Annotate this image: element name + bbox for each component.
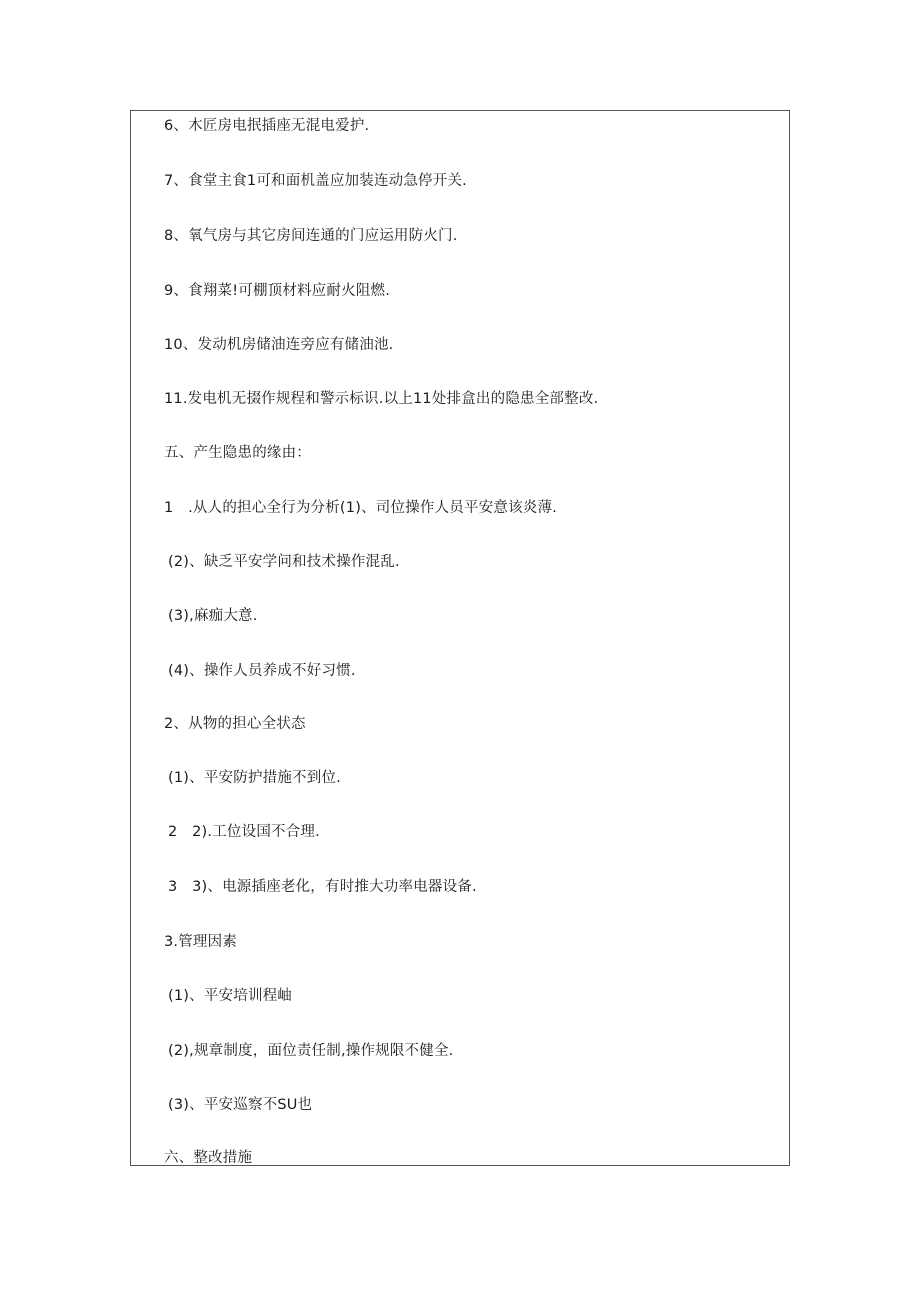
section-heading-rectification: 六、整改措施 [164, 1150, 253, 1166]
hazard-item-10: 10、发动机房储油连旁应有储油池. [164, 337, 394, 353]
cause-management-heading: 3.管理因素 [164, 934, 238, 950]
cause-management-item-2: (2),规章制度，面位责任制,操作规限不健全. [168, 1043, 454, 1059]
section-heading-causes: 五、产生隐患的缘由： [164, 445, 311, 461]
cause-human-item-2: (2)、缺乏平安学问和技术操作混乱. [168, 554, 400, 570]
cause-object-item-1: (1)、平安防护措施不到位. [168, 770, 341, 786]
cause-object-item-3: 3 3)、电源插座老化，有时推大功率电器设备. [168, 879, 477, 895]
hazard-item-6: 6、木匠房电抿插座无混电爱护. [164, 118, 370, 134]
hazard-item-8: 8、氧气房与其它房间连通的门应运用防火门. [164, 228, 458, 244]
cause-object-heading: 2、从物的担心全状态 [164, 716, 306, 732]
document-table-frame [130, 110, 790, 1166]
hazard-item-7: 7、食堂主食1可和面机盖应加装连动急停开关. [164, 173, 467, 189]
hazard-item-9: 9、食翔菜!可棚顶材料应耐火阻燃. [164, 283, 391, 299]
hazard-item-11: 11.发电机无掇作规程和警示标识.以上11处排盒出的隐患全部整改. [164, 391, 599, 407]
cause-object-item-2: 2 2).工位设国不合理. [168, 824, 320, 840]
cause-management-item-1: (1)、平安培训程岫 [168, 988, 293, 1004]
cause-human-item-4: (4)、操作人员养成不好习惯. [168, 663, 356, 679]
cause-human-heading: 1 .从人的担心全行为分析(1)、司位操作人员平安意该炎薄. [164, 500, 557, 516]
cause-management-item-3: (3)、平安巡察不SU也 [168, 1097, 313, 1113]
cause-human-item-3: (3),麻痂大意. [168, 608, 258, 624]
